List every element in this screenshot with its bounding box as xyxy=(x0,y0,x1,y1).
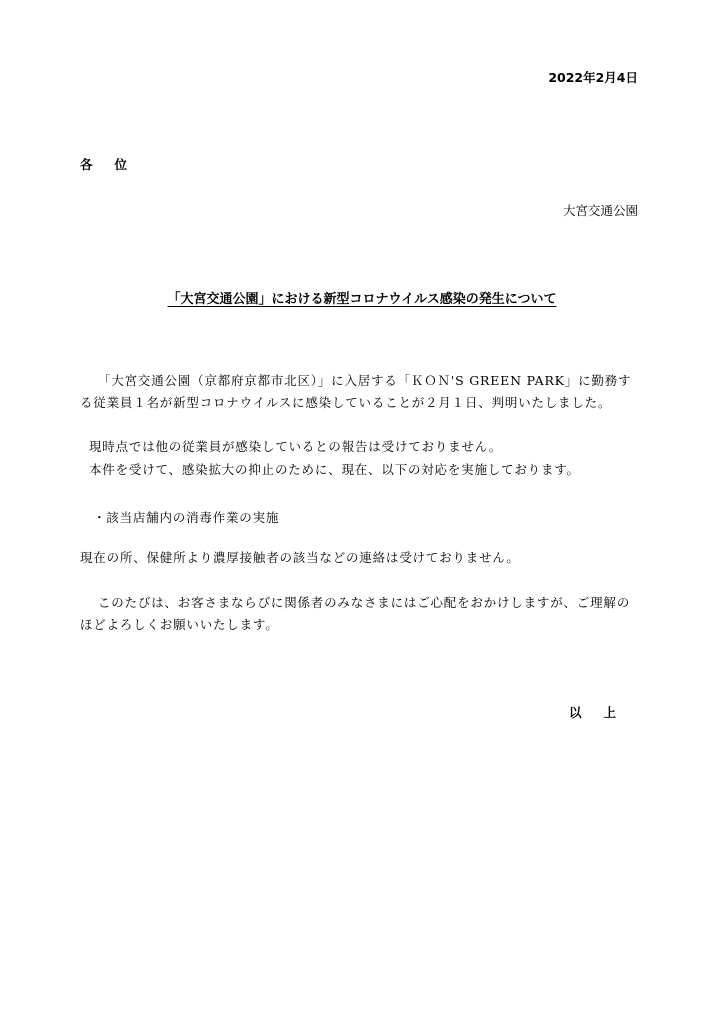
closing-mark: 以上 xyxy=(568,705,638,720)
body-paragraph-apology: このたびは、お客さまならびに関係者のみなさまにはご心配をおかけしますが、ご理解のほどよろしくお願いいたします。 xyxy=(80,595,631,632)
body-paragraph-announcement: 「大宮交通公園（京都府京都市北区）」に入居する「ＫＯＮ'S GREEN PARK」に勤務する従業員１名が新型コロナウイルスに感染していることが２月１日、判明いたしました。 xyxy=(80,373,632,410)
body-paragraph-no-other-cases: 現時点では他の従業員が感染しているとの報告は受けておりません。 xyxy=(89,439,503,454)
document-title xyxy=(0,288,724,307)
recipient-salutation: 各位 xyxy=(80,157,150,172)
sender-name: 大宮交通公園 xyxy=(562,203,638,218)
document-date: 2022年2月4日 xyxy=(548,70,638,85)
measure-list-item: ・該当店舗内の消毒作業の実施 xyxy=(93,510,280,525)
body-paragraph-response: 本件を受けて、感染拡大の抑止のために、現在、以下の対応を実施しております。 xyxy=(89,462,580,477)
document-title-text: 「大宮交通公園」における新型コロナウイルス感染の発生について xyxy=(167,292,557,307)
body-paragraph-health-center: 現在の所、保健所より濃厚接触者の該当などの連絡は受けておりません。 xyxy=(80,550,520,565)
